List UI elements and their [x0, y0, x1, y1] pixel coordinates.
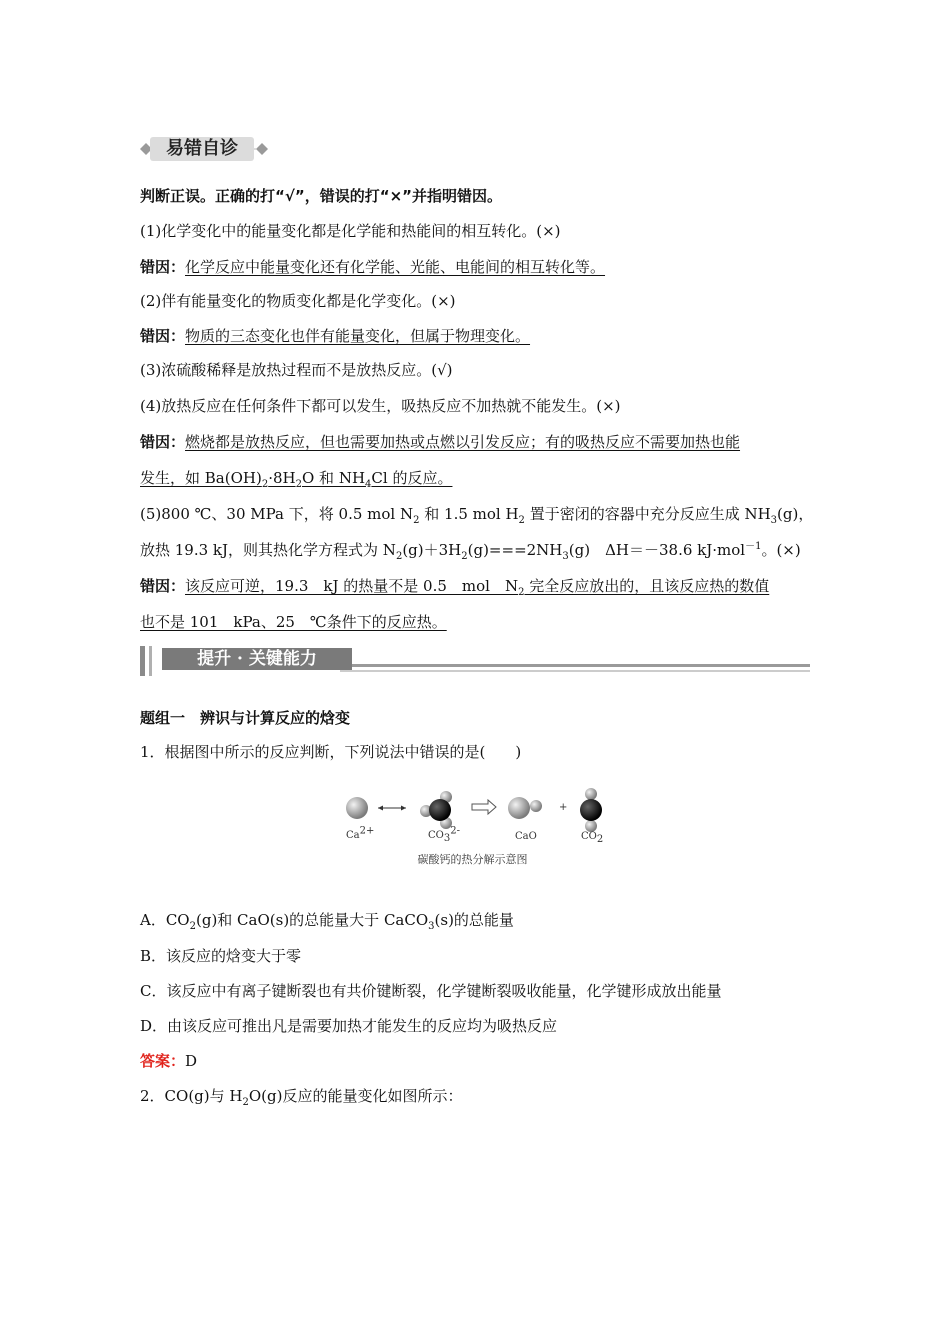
instruction: 判断正误。正确的打“√”，错误的打“×”并指明错因。 [140, 187, 503, 205]
question-5-line2: 放热 19.3 kJ，则其热化学方程式为 $N_2(g)+3H_2(g)===2NH_3(g)$ ΔH＝－38.6 kJ·mol$^{-1}$。(×) [140, 541, 801, 562]
label-co2: $CO_2$ [581, 831, 604, 845]
error-text: 燃烧都是放热反应，但也需要加热或点燃以引发反应；有的吸热反应不需要加热也能 [185, 433, 741, 451]
molecule-illustration [340, 784, 605, 844]
answer-value: D [185, 1052, 198, 1070]
error-reason-2 [140, 326, 530, 346]
carbonate-ion-icon [420, 791, 452, 829]
problem-1-stem: 1．根据图中所示的反应判断，下列说法中错误的是( ) [140, 743, 522, 761]
label-co3: $CO_3^{2-}$ [428, 825, 460, 844]
error-reason-4-line1 [140, 432, 740, 452]
figure-caption: 碳酸钙的热分解示意图 [417, 853, 528, 866]
error-reason-1 [140, 257, 605, 277]
question-1: (1)化学变化中的能量变化都是化学能和热能间的相互转化。(×) [140, 222, 561, 240]
error-reason-4-line2: 发生，如 $Ba(OH)_2\cdot 8H_2O$ 和 $NH_4Cl$ 的反应。 [140, 469, 453, 490]
question-5-line1: (5)800 ℃、30 MPa 下，将 0.5 mol $N_2$ 和 1.5 mol $H_2$ 置于密闭的容器中充分反应生成 $NH_3(g)$， [140, 505, 814, 526]
error-label: 错因： [140, 258, 186, 276]
problem-2-stem: 2．CO(g)与 $H_2O(g)$反应的能量变化如图所示： [140, 1087, 463, 1108]
decomposition-figure [340, 784, 605, 872]
option-b: B．该反应的焓变大于零 [140, 947, 302, 965]
section-badge-title: 易错自诊 [150, 137, 254, 161]
question-3: (3)浓硫酸稀释是放热过程而不是放热反应。(√) [140, 361, 453, 379]
question-2: (2)伴有能量变化的物质变化都是化学变化。(×) [140, 292, 456, 310]
question-4: (4)放热反应在任何条件下都可以发生，吸热反应不加热就不能发生。(×) [140, 397, 621, 415]
error-text: 物质的三态变化也伴有能量变化，但属于物理变化。 [185, 327, 531, 345]
reaction-arrow-icon [472, 800, 496, 814]
carbon-dioxide-icon [580, 788, 602, 832]
calcium-oxide-icon [508, 797, 542, 819]
error-label: 错因： [140, 327, 186, 345]
error-text: 化学反应中能量变化还有化学能、光能、电能间的相互转化等。 [185, 258, 606, 276]
group-title: 题组一 辨识与计算反应的焓变 [140, 709, 351, 727]
answer-label: 答案： [140, 1052, 186, 1070]
error-label: 错因： [140, 433, 186, 451]
error-reason-5-line2: 也不是 101 kPa、25 ℃条件下的反应热。 [140, 613, 447, 631]
label-plus: + [559, 802, 568, 813]
label-cao: CaO [515, 831, 537, 842]
error-reason-5-line1: 错因：该反应可逆，19.3 kJ 的热量不是 0.5 mol $N_2$ 完全反应放出的，且该反应热的数值 [140, 577, 770, 598]
error-label: 错因： [140, 577, 186, 595]
option-c: C．该反应中有离子键断裂也有共价键断裂，化学键断裂吸收能量，化学键形成放出能量 [140, 982, 722, 1000]
option-d: D．由该反应可推出凡是需要加热才能发生的反应均为吸热反应 [140, 1017, 558, 1035]
label-ca: $Ca^{2+}$ [346, 825, 375, 841]
calcium-ion-icon [346, 797, 368, 819]
option-a: A．$CO_2(g)$和 CaO(s)的总能量大于 CaCO$_3$(s)的总能量 [140, 911, 514, 932]
answer [140, 1051, 197, 1071]
section-title: 提升 · 关键能力 [162, 648, 352, 670]
